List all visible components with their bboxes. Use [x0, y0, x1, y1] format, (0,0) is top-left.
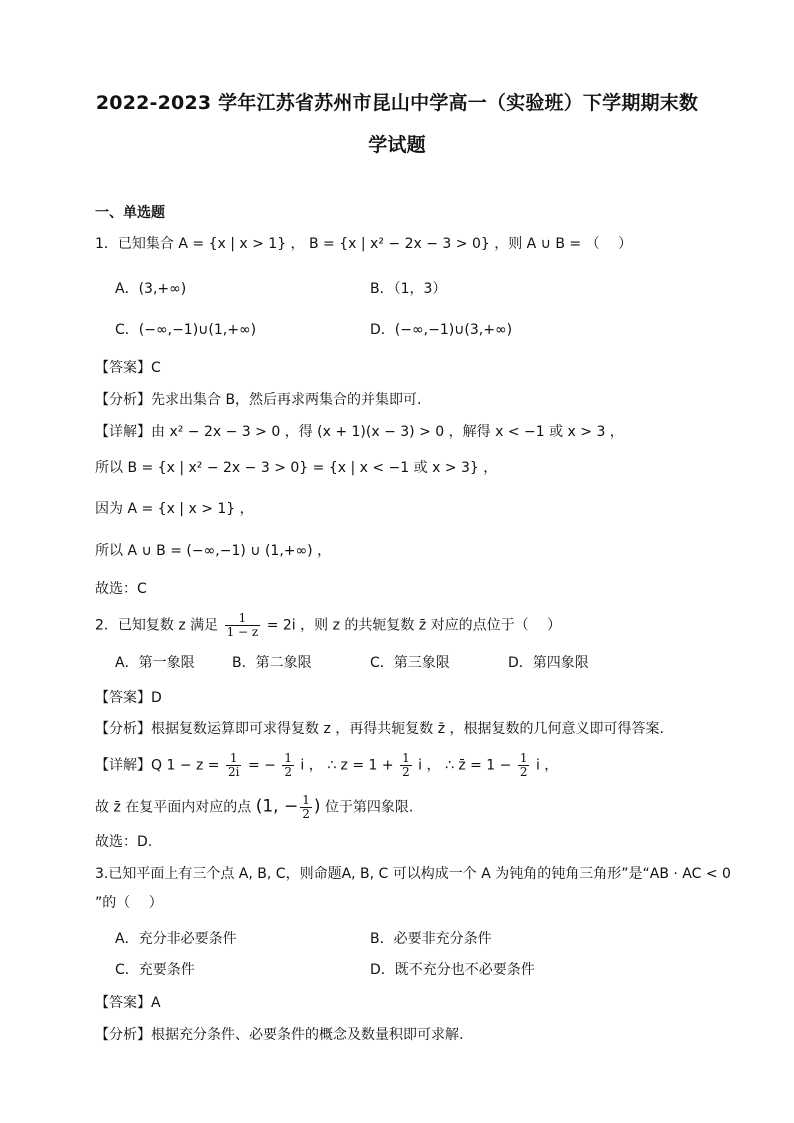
answer-value: D	[151, 690, 162, 706]
detail-part: 故 z̄ 在复平面内对应的点	[95, 799, 252, 816]
analysis-tag: 【分析】	[95, 392, 151, 408]
analysis-text: 先求出集合 B，然后再求两集合的并集即可.	[151, 392, 422, 408]
q2-stem-part-b: = 2i ，则 z 的共轭复数 z̄ 对应的点位于（ ）	[266, 617, 562, 634]
analysis-text: 根据充分条件、必要条件的概念及数量积即可求解.	[151, 1027, 464, 1043]
fraction-numerator: 1	[519, 751, 528, 765]
detail-text: 由 x² − 2x − 3 > 0 ，得 (x + 1)(x − 3) > 0 ，解得 x < −1 或 x > 3 ，	[151, 424, 624, 440]
fraction	[300, 794, 312, 821]
q1-analysis	[95, 390, 422, 410]
q1-detail-line2: 所以 B = {x | x² − 2x − 3 > 0} = {x | x < −1 或 x > 3} ，	[95, 460, 498, 476]
q1-option-b: B．（1，3）	[370, 281, 447, 297]
q2-detail-line2	[95, 794, 413, 821]
detail-part: i ， ∴ z = 1 +	[300, 757, 394, 774]
fraction-denominator: 2	[302, 807, 310, 821]
fraction-numerator: 1	[284, 751, 292, 765]
fraction-denominator: 1 − z	[226, 625, 259, 639]
analysis-tag: 【分析】	[95, 721, 151, 737]
question-2-stem	[95, 612, 561, 639]
q1-answer	[95, 358, 161, 378]
detail-part: i ，	[535, 757, 559, 774]
q1-option-a: A．(3,+∞)	[115, 281, 187, 297]
fraction-numerator: 1	[225, 612, 261, 626]
fraction-denominator: 2	[519, 765, 528, 779]
point-open: (1, −	[255, 796, 299, 817]
fraction-denominator: 2	[284, 765, 292, 779]
detail-tag: 【详解】	[95, 424, 151, 440]
q2-detail-line1	[95, 752, 558, 779]
answer-tag: 【答案】	[95, 690, 151, 706]
detail-part: 位于第四象限.	[324, 799, 414, 816]
q3-analysis	[95, 1025, 463, 1045]
answer-tag: 【答案】	[95, 360, 151, 376]
answer-value: A	[151, 995, 161, 1011]
question-1-stem: 1．已知集合 A = {x | x > 1} ， B = {x | x² − 2x − 3 > 0} ，则 A ∪ B = （ ）	[95, 236, 633, 252]
q2-fraction	[225, 612, 261, 639]
q3-option-c: C．充要条件	[115, 962, 195, 978]
fraction-denominator: 2	[402, 765, 410, 779]
page-title-line1: 2022-2023 学年江苏省苏州市昆山中学高一（实验班）下学期期末数	[95, 92, 699, 114]
q2-answer	[95, 688, 162, 708]
fraction	[518, 752, 530, 779]
analysis-text: 根据复数运算即可求得复数 z ，再得共轭复数 z̄ ，根据复数的几何意义即可得答案.	[151, 721, 664, 737]
q3-answer	[95, 993, 161, 1013]
q3-option-b: B．必要非充分条件	[370, 931, 492, 947]
q2-conclusion: 故选：D.	[95, 834, 153, 850]
q2-option-b: B．第二象限	[232, 655, 312, 671]
answer-value: C	[151, 360, 161, 376]
q2-option-c: C．第三象限	[370, 655, 450, 671]
q1-conclusion: 故选：C	[95, 581, 147, 597]
q1-detail-line4: 所以 A ∪ B = (−∞,−1) ∪ (1,+∞) ，	[95, 543, 332, 559]
fraction-numerator: 1	[226, 752, 241, 766]
q3-option-d: D．既不充分也不必要条件	[370, 962, 535, 978]
detail-part: = −	[247, 757, 276, 774]
fraction	[400, 752, 412, 779]
answer-tag: 【答案】	[95, 995, 151, 1011]
q1-detail-line1	[95, 422, 624, 442]
q2-option-d: D．第四象限	[508, 655, 589, 671]
fraction-denominator: 2i	[228, 765, 240, 779]
analysis-tag: 【分析】	[95, 1027, 151, 1043]
q2-option-a: A．第一象限	[115, 655, 195, 671]
q2-stem-part-a: 2．已知复数 z 满足	[95, 617, 219, 634]
detail-part: i ， ∴ z̄ = 1 −	[418, 757, 512, 774]
q2-analysis	[95, 719, 664, 739]
detail-tag: 【详解】	[95, 757, 151, 774]
question-3-stem-line2: ”的（ ）	[95, 895, 163, 911]
q3-option-a: A．充分非必要条件	[115, 931, 237, 947]
section-heading: 一、单选题	[95, 205, 165, 221]
fraction	[226, 752, 241, 779]
fraction	[282, 752, 294, 779]
fraction-numerator: 1	[402, 751, 410, 765]
page-title-line2: 学试题	[368, 134, 426, 156]
q1-option-c: C．(−∞,−1)∪(1,+∞)	[115, 322, 257, 338]
question-3-stem-line1: 3.已知平面上有三个点 A, B, C，则命题A, B, C 可以构成一个 A 为钝角的钝角三角形”是“AB · AC < 0	[95, 866, 731, 882]
fraction-numerator: 1	[302, 793, 310, 807]
point-close: )	[313, 796, 321, 817]
detail-part: Q 1 − z =	[151, 757, 220, 774]
q1-detail-line3: 因为 A = {x | x > 1} ，	[95, 501, 254, 517]
q1-option-d: D．(−∞,−1)∪(3,+∞)	[370, 322, 513, 338]
